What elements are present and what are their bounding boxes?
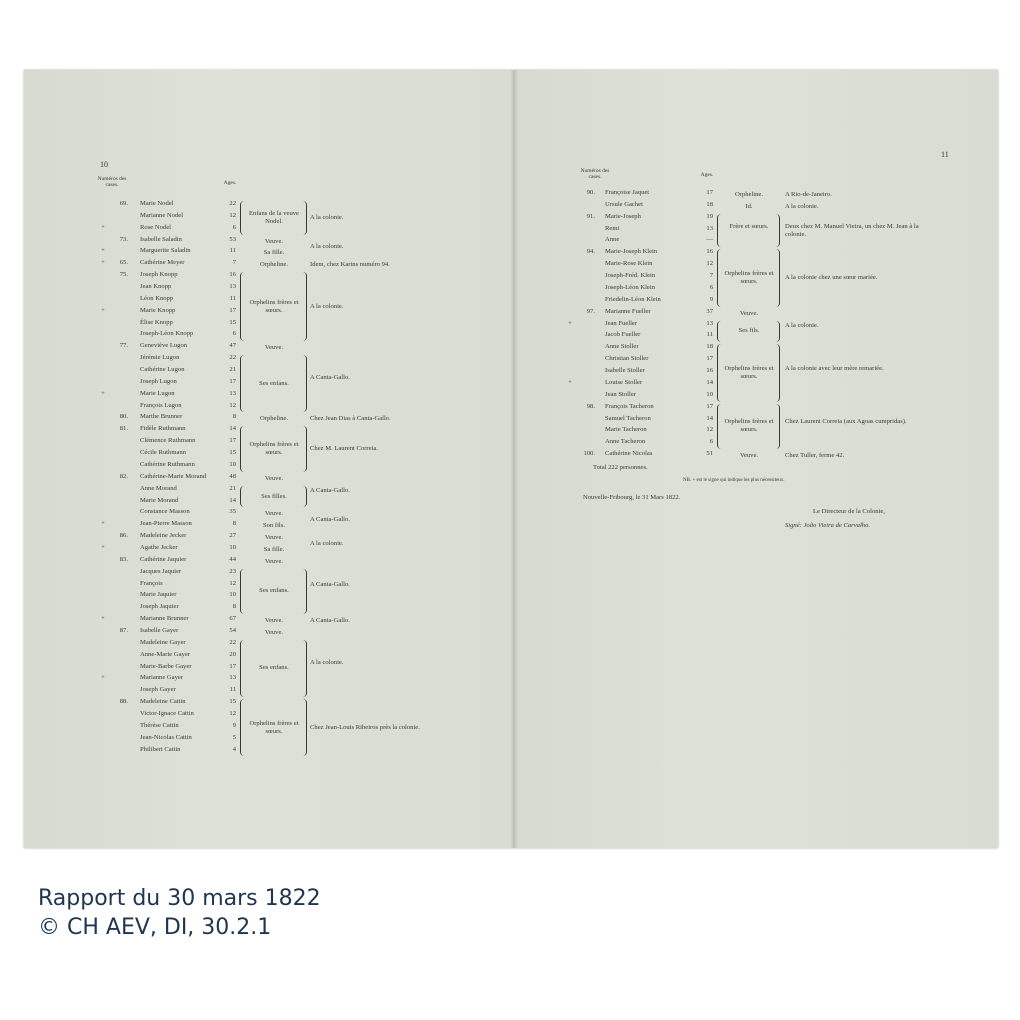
person-age: 22 [229, 200, 236, 207]
person-age: 17 [706, 355, 713, 363]
person-age: 14 [229, 425, 236, 433]
case-number: 94. [586, 248, 595, 256]
case-number: 83. [119, 555, 128, 563]
person-age: 15 [229, 698, 236, 706]
relation-label: Enfans de la veuve Nodel. [249, 209, 299, 225]
relation-label: Ses enfans. [259, 587, 289, 595]
group-brace [775, 321, 780, 343]
person-name: François [140, 579, 163, 587]
person-name: Joseph Lugon [140, 377, 177, 385]
person-age: — [706, 236, 713, 244]
person-name: Cathérine-Marie Morand [140, 472, 207, 480]
person-age: 13 [706, 224, 713, 232]
person-age: 9 [709, 295, 713, 303]
relation-label: Veuve. [264, 510, 284, 518]
person-age: 27 [229, 532, 236, 540]
needy-mark: + [101, 520, 105, 528]
person-name: Joseph-Fréd. Klein [605, 272, 656, 280]
relation-label: Veuve. [739, 309, 759, 317]
relation-label: Orphelins frères et sœurs. [724, 270, 774, 286]
needy-mark: + [101, 259, 105, 267]
destination: A la colonie avec leur mère remariée. [785, 364, 884, 372]
person-age: 12 [706, 426, 713, 434]
person-age: 17 [229, 306, 236, 314]
destination: A la colonie. [310, 213, 344, 221]
header-ages: Ages. [223, 180, 237, 186]
person-age: 16 [706, 367, 713, 375]
destination: A la colonie chez une sœur mariée. [785, 274, 878, 282]
person-age: 18 [706, 200, 713, 208]
person-age: 37 [706, 307, 713, 315]
relation-label: Ses filles. [261, 492, 287, 500]
person-age: 14 [706, 414, 713, 422]
person-age: 21 [229, 366, 236, 374]
person-name: Marianne Nodel [140, 211, 184, 219]
person-name: Marie-Barbe Gayer [140, 662, 192, 670]
relation-label: Son fils. [263, 522, 285, 530]
person-name: Louise Stoller [605, 378, 643, 386]
person-age: 17 [229, 662, 236, 670]
needy-mark: + [101, 615, 105, 623]
person-name: Cathérine Meyer [140, 259, 185, 267]
relation-label: Orphelins frères et sœurs. [249, 719, 299, 735]
person-age: 6 [709, 438, 713, 446]
person-age: 15 [229, 449, 236, 457]
person-age: 21 [229, 484, 236, 492]
nb-note: NB. + est le signe qui indique les plus nécessiteux. [683, 478, 785, 483]
person-age: 51 [706, 450, 713, 458]
person-name: Geneviève Lugon [140, 342, 188, 350]
group-brace [302, 486, 307, 508]
person-name: Constance Masson [140, 508, 190, 516]
person-age: 22 [229, 354, 236, 362]
group-brace [775, 344, 780, 401]
relation-label: Veuve. [264, 237, 284, 245]
person-name: Cathérine Lugon [140, 366, 185, 374]
destination: A la colonie. [785, 202, 819, 210]
person-age: 12 [229, 579, 236, 587]
person-age: 18 [706, 343, 713, 351]
person-age: 17 [706, 402, 713, 410]
person-name: Cathérine Jaquier [140, 555, 187, 563]
relation-label: Veuve. [264, 617, 284, 625]
group-brace [775, 214, 780, 248]
person-age: 11 [229, 294, 236, 302]
person-name: Marie Lugon [140, 389, 175, 397]
person-name: Anne Tacheron [605, 438, 646, 446]
group-brace [302, 201, 307, 235]
person-name: Élise Knopp [140, 318, 173, 326]
case-number: 100. [583, 450, 595, 458]
person-name: Rose Nodel [140, 223, 171, 231]
destination: A Canta-Gallo. [310, 617, 350, 625]
group-brace [775, 249, 780, 306]
destination: Chez M. Laurent Correia. [310, 445, 378, 453]
person-name: Marianne Brunner [140, 615, 189, 623]
needy-mark: + [101, 389, 105, 397]
person-age: 17 [229, 437, 236, 445]
person-name: Agathe Jecker [140, 543, 178, 551]
person-age: 23 [229, 567, 236, 575]
person-age: 11 [229, 686, 236, 694]
needy-mark: + [101, 674, 105, 682]
person-age: 5 [232, 733, 236, 741]
person-age: 6 [232, 223, 236, 231]
case-number: 69. [119, 200, 128, 207]
person-name: Jean Fueller [605, 319, 638, 327]
needy-mark: + [101, 306, 105, 314]
person-age: 10 [229, 460, 236, 468]
person-name: Friedelin-Léon Klein [605, 295, 661, 303]
needy-mark: + [101, 247, 105, 255]
person-name: Isabelle Stoller [605, 367, 645, 375]
person-name: Anne Stoller [605, 343, 639, 351]
person-name: Anne Morand [140, 484, 177, 492]
person-name: Marie Tacheron [605, 426, 647, 434]
person-name: Philibert Cattin [140, 745, 181, 753]
document-spread [24, 70, 998, 848]
person-age: 13 [706, 319, 713, 327]
destination: A la colonie. [310, 243, 344, 251]
person-name: Samuel Tacheron [605, 414, 651, 422]
person-age: 12 [706, 260, 713, 268]
needy-mark: + [568, 378, 572, 386]
relation-label: Orphelins frères et sœurs. [724, 418, 774, 434]
destination: A Canta-Gallo. [310, 373, 350, 381]
person-name: Anne [605, 236, 620, 244]
case-number: 65. [119, 259, 128, 267]
person-name: Victor-Ignace Cattin [140, 709, 194, 717]
person-age: 22 [229, 638, 236, 646]
person-name: Cathérine Ruthmann [140, 460, 195, 468]
person-age: 8 [232, 520, 236, 528]
case-number: 77. [119, 342, 128, 350]
person-name: Madeleine Gayer [140, 638, 186, 646]
relation-label: Veuve. [264, 628, 284, 636]
relation-label: Orpheline. [259, 261, 288, 269]
left-page [24, 70, 513, 848]
relation-label: Veuve. [264, 474, 284, 482]
case-number: 81. [119, 425, 128, 433]
person-age: 20 [229, 650, 236, 658]
right-page [513, 70, 998, 848]
person-name: Joseph Knopp [140, 271, 178, 279]
person-age: 9 [232, 721, 236, 729]
person-age: 12 [229, 401, 236, 409]
relation-label: Veuve. [264, 557, 284, 565]
destination: Chez Jean Dias à Canta-Gallo. [310, 415, 391, 423]
person-name: Remi [605, 224, 620, 232]
case-number: 86. [119, 532, 128, 540]
relation-label: Frère et sœurs. [729, 222, 769, 230]
relation-label: Ses fils. [738, 327, 760, 335]
needy-mark: + [101, 223, 105, 231]
destination: Idem, chez Karins numéro 94. [310, 261, 390, 269]
person-age: 12 [229, 211, 236, 219]
relation-label: Orphelins frères et sœurs. [249, 441, 299, 457]
needy-mark: + [568, 319, 572, 327]
relation-label: Sa fille. [263, 249, 285, 257]
relation-label: Sa fille. [263, 545, 285, 553]
person-age: 16 [706, 248, 713, 256]
relation-label: Id. [745, 202, 753, 210]
destination: Chez Tuller, ferme 42. [785, 452, 845, 460]
person-age: 12 [229, 709, 236, 717]
person-age: 13 [229, 283, 236, 291]
person-age: 15 [229, 318, 236, 326]
group-brace [302, 699, 307, 756]
person-name: Marie-Rose Klein [605, 260, 653, 268]
place-date: Nouvelle-Fribourg, le 31 Mars 1822. [583, 494, 681, 501]
person-age: 54 [229, 626, 236, 634]
person-age: 16 [229, 271, 236, 279]
person-name: François Lugon [140, 401, 182, 409]
case-number: 87. [119, 626, 128, 634]
person-name: Jean-Pierre Masson [140, 520, 192, 528]
person-age: 7 [709, 272, 713, 280]
case-number: 82. [119, 472, 128, 480]
group-brace [302, 426, 307, 471]
person-name: Marie Nodel [140, 200, 174, 207]
relation-label: Veuve. [264, 534, 284, 541]
relation-label: Ses enfans. [259, 664, 289, 672]
page-number: 10 [100, 160, 108, 169]
relation-label: Orphelins frères et sœurs. [724, 364, 774, 380]
person-name: Madeleine Cattin [140, 698, 186, 706]
person-name: Marie-Joseph [605, 212, 641, 220]
person-name: Marianne Gayer [140, 674, 184, 682]
destination: A la colonie. [785, 321, 819, 329]
destination: A Rio-de-Janeiro. [785, 190, 832, 198]
person-name: Marianne Fueller [605, 307, 651, 315]
person-name: Jean Stoller [605, 390, 636, 398]
person-age: 17 [229, 377, 236, 385]
group-brace [717, 214, 722, 248]
relation-label: Orpheline. [259, 415, 288, 423]
person-name: Marthe Brunner [140, 413, 183, 421]
case-number: 91. [586, 212, 595, 220]
person-age: 6 [709, 283, 713, 291]
signature-line: Signé: João Vieira de Carvalho. [785, 522, 871, 529]
person-age: 17 [706, 189, 713, 196]
case-number: 98. [586, 402, 595, 410]
person-age: 35 [229, 508, 236, 516]
image-caption [38, 884, 321, 942]
relation-label: Ses enfans. [259, 379, 289, 387]
case-number: 97. [586, 307, 595, 315]
destination: A Canta-Gallo. [310, 516, 350, 524]
person-name: Marie Knopp [140, 306, 176, 314]
person-name: Léon Knopp [140, 294, 174, 302]
person-age: 10 [229, 591, 236, 599]
person-name: Isabelle Gayer [140, 626, 179, 634]
case-number: 90. [586, 189, 595, 196]
person-name: Christian Stoller [605, 355, 649, 363]
person-name: Joseph-Léon Klein [605, 283, 655, 291]
person-name: Ursule Gachet [605, 200, 643, 208]
total-line: Total 222 personnes. [593, 464, 648, 471]
group-brace [302, 569, 307, 614]
case-number: 88. [119, 698, 128, 706]
destination: A Canta-Gallo. [310, 581, 350, 589]
group-brace [302, 640, 307, 697]
person-age: 11 [706, 331, 713, 339]
destination: Deux chez M. Manuel Vieira, un chez M. Jean à la colonie. [785, 222, 919, 238]
person-name: Anne-Marie Gayer [140, 650, 190, 658]
person-name: Marie Jaquier [140, 591, 177, 599]
person-age: 10 [706, 390, 713, 398]
person-name: François Tacheron [605, 402, 654, 410]
person-name: Jacob Fueller [605, 331, 641, 339]
person-name: Jacques Jaquier [140, 567, 182, 575]
relation-label: Orphelins frères et sœurs. [249, 298, 299, 314]
relation-label: Orpheline. [734, 190, 763, 198]
header-cases: Numéros des cases. [580, 168, 610, 180]
caption-credit: © CH AEV, DI, 30.2.1 [38, 915, 272, 940]
person-name: Madeleine Jecker [140, 532, 187, 540]
person-age: 10 [229, 543, 236, 551]
relation-label: Veuve. [264, 344, 284, 352]
person-age: 11 [229, 247, 236, 255]
person-name: Joseph-Léon Knopp [140, 330, 194, 338]
person-name: Jérémie Lugon [140, 354, 180, 362]
person-name: Françoise Jaquet [605, 189, 650, 196]
person-name: Clémence Ruthmann [140, 437, 196, 445]
group-brace [302, 272, 307, 341]
person-name: Jean-Nicolas Cattin [140, 733, 192, 741]
director-title: Le Directeur de la Colonie, [813, 508, 885, 515]
case-number: 80. [119, 413, 128, 421]
destination: A la colonie. [310, 302, 344, 310]
case-number: 73. [119, 235, 128, 243]
group-brace [775, 404, 780, 449]
person-age: 14 [706, 378, 713, 386]
person-name: Marguerite Saladin [140, 247, 191, 255]
person-age: 19 [706, 212, 713, 220]
person-name: Joseph Gayer [140, 686, 176, 694]
destination: A Canta-Gallo. [310, 486, 350, 494]
person-name: Cathérine Nicolas [605, 450, 653, 458]
person-age: 4 [232, 745, 236, 753]
person-age: 53 [229, 235, 236, 243]
person-name: Joseph Jaquier [140, 603, 179, 611]
person-name: Isabelle Saladin [140, 235, 182, 243]
destination: A la colonie. [310, 539, 344, 547]
caption-title: Rapport du 30 mars 1822 [38, 886, 321, 911]
person-age: 13 [229, 674, 236, 682]
person-age: 8 [232, 603, 236, 611]
person-name: Fidèle Ruthmann [140, 425, 186, 433]
person-name: Marie Morand [140, 496, 179, 504]
destination: Chez Jean-Louis Ribeiros près la colonie. [310, 723, 420, 731]
case-number: 75. [119, 271, 128, 279]
page-number: 11 [941, 150, 949, 159]
person-age: 47 [229, 342, 236, 350]
header-ages: Ages. [700, 172, 714, 178]
person-age: 13 [229, 389, 236, 397]
person-age: 7 [232, 259, 236, 267]
header-cases: Numéros des cases. [97, 176, 127, 188]
needy-mark: + [101, 543, 105, 551]
destination: Chez Laurent Correia (aux Agoas cumpridas). [785, 418, 907, 426]
person-age: 48 [229, 472, 236, 480]
page-gutter [510, 70, 518, 848]
person-age: 67 [229, 615, 236, 623]
relation-label: Veuve. [739, 452, 759, 460]
person-name: Cécile Ruthmann [140, 449, 186, 457]
person-age: 8 [232, 413, 236, 421]
person-age: 6 [232, 330, 236, 338]
person-age: 14 [229, 496, 236, 504]
person-age: 44 [229, 555, 236, 563]
person-name: Marie-Joseph Klein [605, 248, 658, 256]
destination: A la colonie. [310, 658, 344, 666]
group-brace [302, 355, 307, 412]
person-name: Jean Knopp [140, 283, 172, 291]
person-name: Thérèse Cattin [140, 721, 179, 729]
